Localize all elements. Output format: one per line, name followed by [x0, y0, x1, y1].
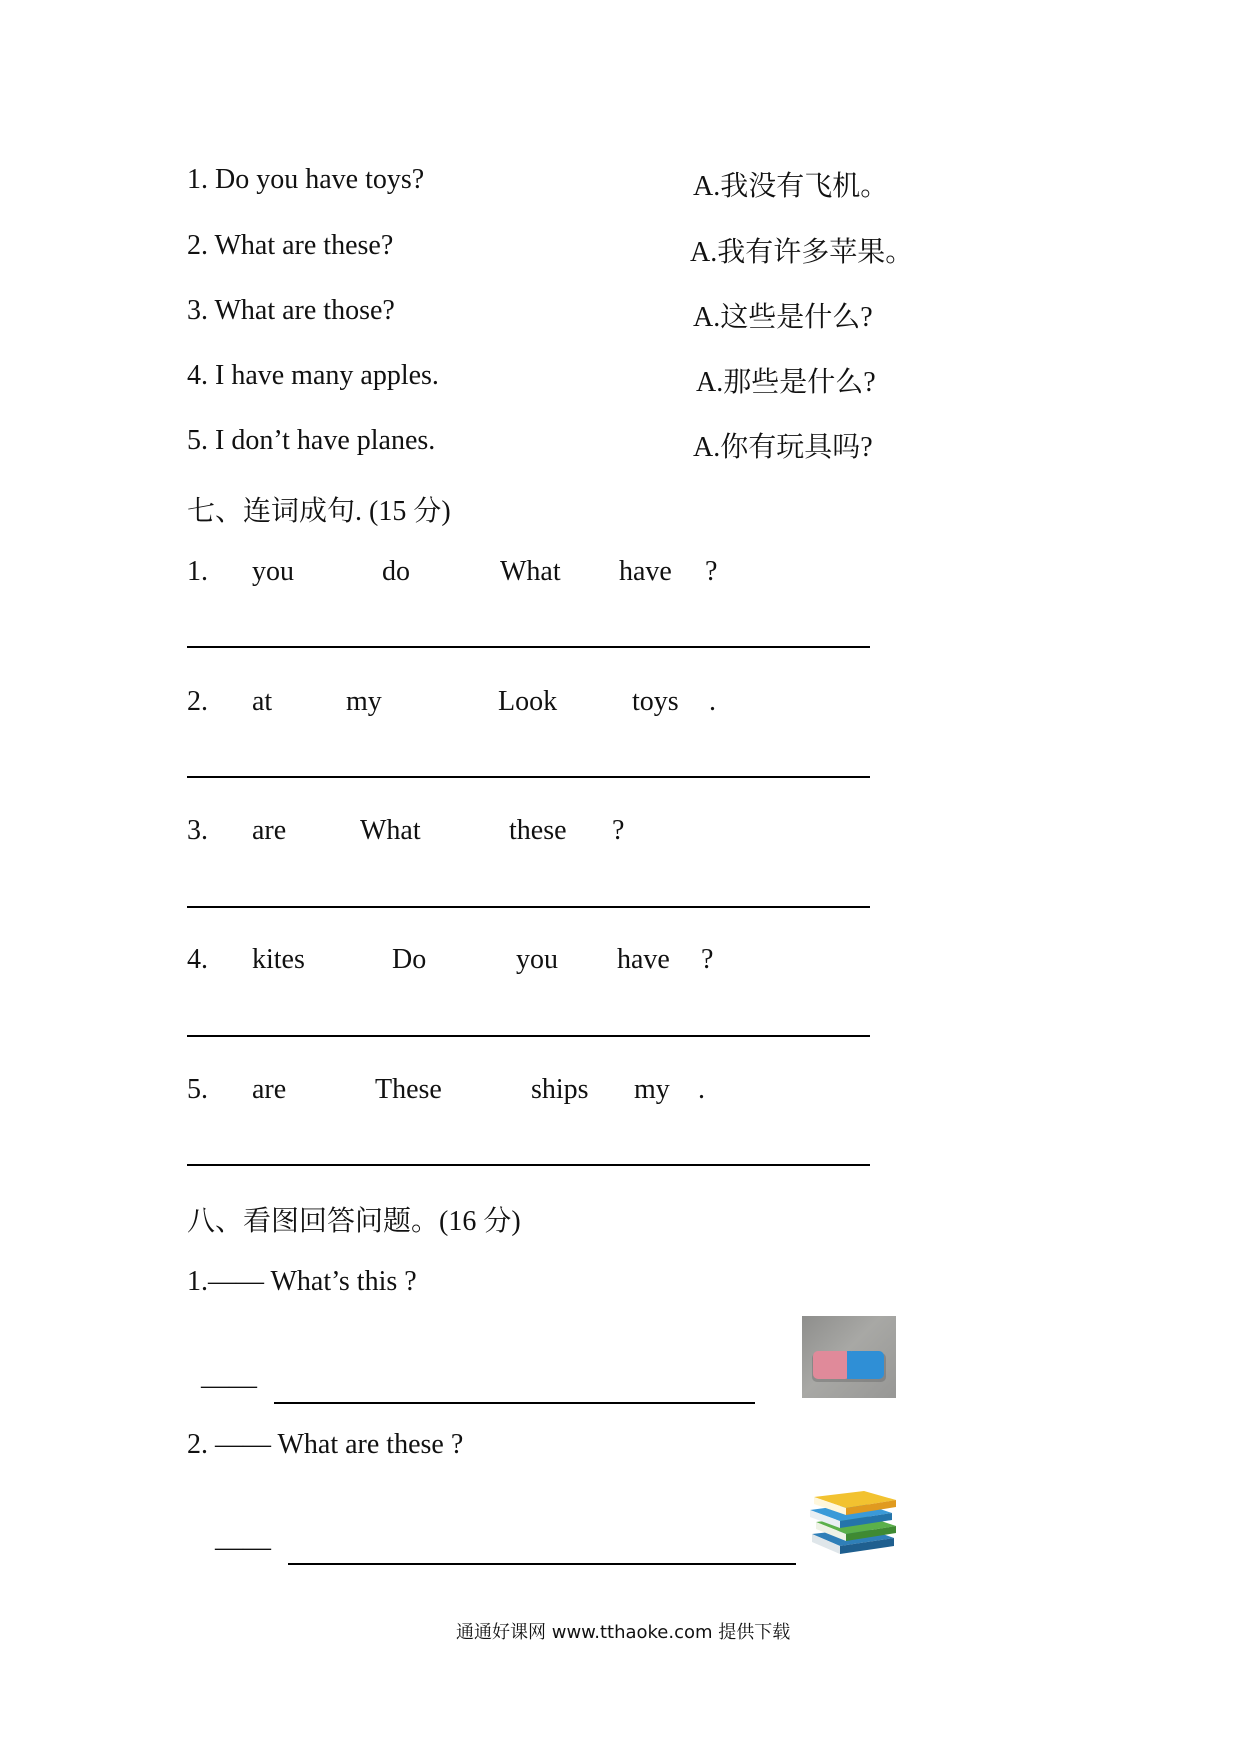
match-left-3: 3. What are those? — [187, 295, 395, 326]
match-left-2: 2. What are these? — [187, 230, 394, 261]
s7-item5-answer-line[interactable] — [187, 1164, 870, 1166]
s7-item2-word: at — [252, 686, 273, 717]
match-right-4: A.那些是什么? — [696, 367, 876, 398]
s7-item4-word: ? — [701, 944, 714, 975]
s7-item2-answer-line[interactable] — [187, 776, 870, 778]
s7-item1-word: you — [252, 556, 294, 587]
match-left-4: 4. I have many apples. — [187, 360, 439, 391]
s7-item1-word: do — [382, 556, 410, 587]
match-right-3: A.这些是什么? — [693, 302, 873, 333]
s7-item3-word: are — [252, 815, 287, 846]
s7-item4-number: 4. — [187, 944, 208, 975]
s7-item2-word: my — [346, 686, 382, 717]
s7-item5-word: my — [634, 1074, 670, 1105]
eraser-picture — [802, 1316, 896, 1398]
footer-source: 通通好课网 www.tthaoke.com 提供下载 — [456, 1622, 791, 1643]
s8-q2-answer-line[interactable] — [288, 1563, 796, 1565]
s7-item1-word: What — [500, 556, 561, 587]
s7-item3-word: ? — [612, 815, 625, 846]
match-right-2: A.我有许多苹果。 — [690, 237, 914, 268]
match-right-1: A.我没有飞机。 — [693, 171, 889, 202]
s8-q2-question: 2. —— What are these ? — [187, 1429, 464, 1460]
s7-item4-word: have — [617, 944, 670, 975]
s7-item5-word: ships — [531, 1074, 589, 1105]
s7-item2-word: Look — [498, 686, 558, 717]
match-right-5: A.你有玩具吗? — [693, 432, 873, 463]
s7-item5-word: are — [252, 1074, 287, 1105]
s7-item1-word: ? — [705, 556, 718, 587]
s7-item5-word: . — [698, 1074, 705, 1105]
s7-item1-number: 1. — [187, 556, 208, 587]
s7-item1-answer-line[interactable] — [187, 646, 870, 648]
s7-item3-word: What — [360, 815, 421, 846]
s7-item2-word: . — [709, 686, 716, 717]
s7-item4-word: Do — [392, 944, 427, 975]
s7-item3-word: these — [509, 815, 567, 846]
s8-q1-answer-dash: —— — [201, 1370, 257, 1401]
books-icon — [806, 1488, 904, 1560]
s7-item4-answer-line[interactable] — [187, 1035, 870, 1037]
section8-heading: 八、看图回答问题。(16 分) — [187, 1206, 521, 1237]
s7-item4-word: kites — [252, 944, 305, 975]
eraser-icon — [802, 1316, 896, 1398]
s7-item2-number: 2. — [187, 686, 208, 717]
s7-item3-number: 3. — [187, 815, 208, 846]
s7-item5-word: These — [375, 1074, 442, 1105]
match-left-5: 5. I don’t have planes. — [187, 425, 436, 456]
match-left-1: 1. Do you have toys? — [187, 164, 425, 195]
books-picture — [806, 1488, 904, 1560]
s8-q2-answer-dash: —— — [215, 1532, 271, 1563]
section7-heading: 七、连词成句. (15 分) — [187, 496, 451, 527]
s7-item4-word: you — [516, 944, 558, 975]
s7-item5-number: 5. — [187, 1074, 208, 1105]
s8-q1-answer-line[interactable] — [274, 1402, 755, 1404]
s7-item3-answer-line[interactable] — [187, 906, 870, 908]
s7-item1-word: have — [619, 556, 672, 587]
s7-item2-word: toys — [632, 686, 679, 717]
s8-q1-question: 1.—— What’s this ? — [187, 1266, 417, 1297]
